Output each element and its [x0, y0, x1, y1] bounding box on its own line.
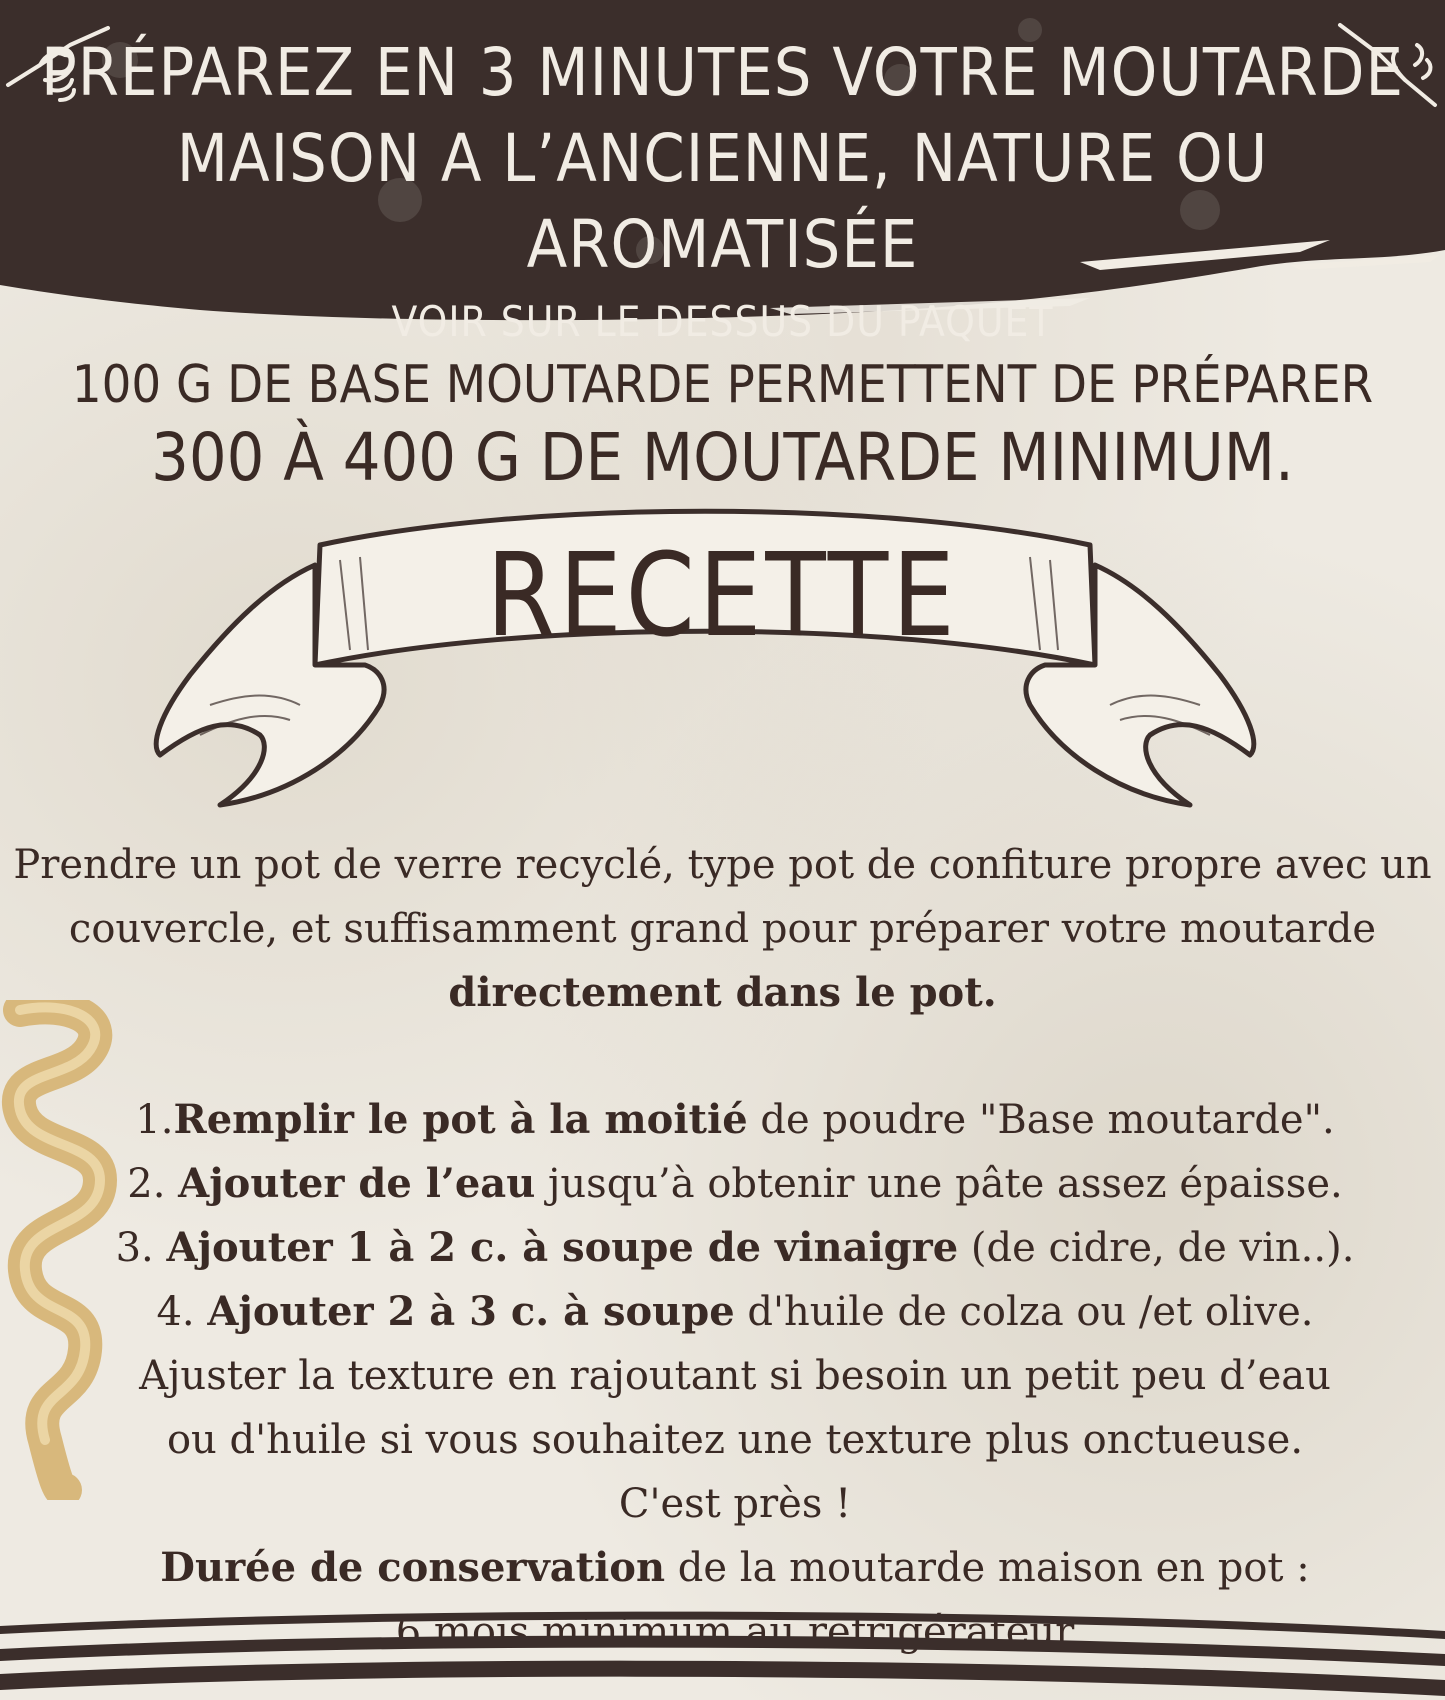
done-line: C'est près !	[618, 1481, 852, 1527]
intro-line-2: couvercle, et suffisamment grand pour préparer votre moutarde	[68, 906, 1377, 952]
step-4: 4. Ajouter 2 à 3 c. à soupe d'huile de colza ou /et olive.	[156, 1288, 1314, 1335]
recipe-steps	[60, 1088, 1410, 1664]
banner-line-1: PRÉPAREZ EN 3 MINUTES VOTRE MOUTARDE	[40, 34, 1405, 111]
step-3: 3. Ajouter 1 à 2 c. à soupe de vinaigre (de cidre, de vin..).	[115, 1224, 1355, 1271]
intro-line-3-bold: directement dans le pot.	[448, 969, 997, 1016]
bottom-stripes-decoration	[0, 1600, 1445, 1700]
banner-line-2: MAISON A L’ANCIENNE, NATURE OU AROMATISÉE	[176, 120, 1269, 283]
conservation-line-2: 6 mois minimum au réfrigérateur	[395, 1609, 1075, 1655]
recipe-title: RECETTE	[486, 527, 959, 663]
adjust-line-2: ou d'huile si vous souhaitez une texture plus onctueuse.	[166, 1417, 1304, 1463]
yield-statement	[0, 352, 1445, 498]
step-2: 2. Ajouter de l’eau jusqu’à obtenir une pâte assez épaisse.	[127, 1160, 1343, 1207]
adjust-line-1: Ajuster la texture en rajoutant si besoin un petit peu d’eau	[139, 1353, 1331, 1399]
intro-paragraph	[0, 833, 1445, 1025]
yield-line-1: 100 G DE BASE MOUTARDE PERMETTENT DE PRÉPARER	[71, 355, 1374, 415]
step-1: 1.Remplir le pot à la moitié de poudre "Base moutarde".	[135, 1096, 1335, 1143]
banner-heading	[0, 30, 1445, 352]
banner-subline: VOIR SUR LE DESSUS DU PAQUET	[391, 297, 1054, 346]
conservation-line-1: Durée de conservation de la moutarde maison en pot :	[160, 1544, 1310, 1591]
intro-line-1: Prendre un pot de verre recyclé, type pot de confiture propre avec un	[13, 842, 1432, 888]
yield-line-2: 300 À 400 G DE MOUTARDE MINIMUM.	[151, 419, 1294, 496]
